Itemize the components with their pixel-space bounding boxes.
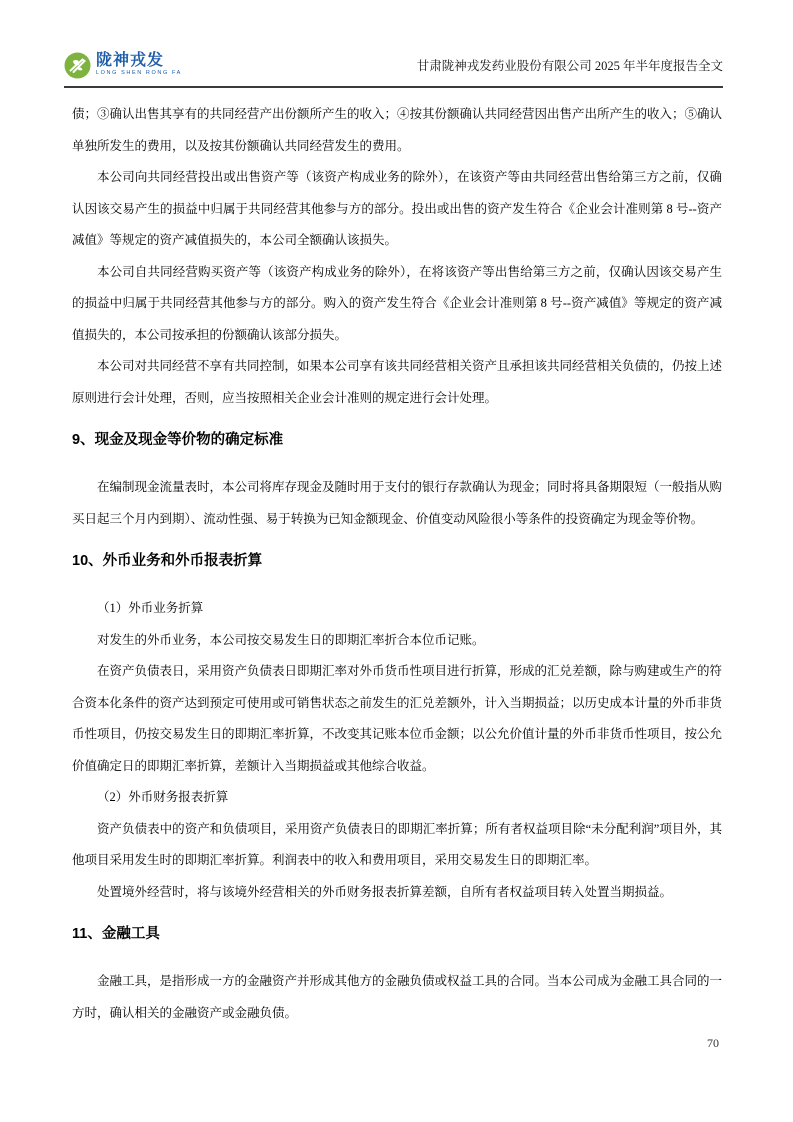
section-heading: 10、外币业务和外币报表折算 [72,553,263,569]
body-paragraph: 在编制现金流量表时，本公司将库存现金及随时用于支付的银行存款确认为现金；同时将具备期限短（一般指从购买日起三个月内到期）、流动性强、易于转换为已知金额现金、价值变动风险很小等条件的投资确定为现金等价物。 [72,480,723,526]
body-paragraph: 债；③确认出售其享有的共同经营产出份额所产生的收入；④按其份额确认共同经营因出售产出所产生的收入；⑤确认单独所发生的费用，以及按其份额确认共同经营发生的费用。 [72,107,723,153]
logo-mark-icon [64,52,91,79]
body-paragraph: 金融工具，是指形成一方的金融资产并形成其他方的金融负债或权益工具的合同。当本公司成为金融工具合同的一方时，确认相关的金融资产或金融负债。 [72,974,723,1020]
body-paragraph: 处置境外经营时，将与该境外经营相关的外币财务报表折算差额，自所有者权益项目转入处置当期损益。 [97,884,673,899]
body-paragraph: 本公司向共同经营投出或出售资产等（该资产构成业务的除外），在该资产等由共同经营出售给第三方之前，仅确认因该交易产生的损益中归属于共同经营其他参与方的部分。投出或出售的资产发生符合《企业会计准则第 8 号--资产减值》等规定的资产减值损失的，本公司全额确认该损失。 [72,170,722,247]
section-heading: 11、金融工具 [72,926,160,942]
body-paragraph: （1）外币业务折算 [97,601,204,615]
body-paragraph: 对发生的外币业务，本公司按交易发生日的即期汇率折合本位币记账。 [97,632,485,647]
body-paragraph: 资产负债表中的资产和负债项目，采用资产负债表日的即期汇率折算；所有者权益项目除“未分配利润”项目外，其他项目采用发生时的即期汇率折算。利润表中的收入和费用项目，采用交易发生日的即期汇率。 [72,821,722,867]
page-number: 70 [707,1036,719,1050]
logo-text-en: LONG SHEN RONG FA [96,70,182,77]
report-title: 甘肃陇神戎发药业股份有限公司 2025 年半年度报告全文 [416,59,723,73]
body-paragraph: （2）外币财务报表折算 [97,790,229,804]
body-paragraph: 在资产负债表日，采用资产负债表日即期汇率对外币货币性项目进行折算，形成的汇兑差额，除与购建或生产的符合资本化条件的资产达到预定可使用或可销售状态之前发生的汇兑差额外，计入当期损益；以历史成本计量的外币非货币性项目，仍按交易发生日的即期汇率折算，不改变其记账本位币金额；以公允价值计量的外币非货币性项目，按公允价值确定日的即期汇率折算，差额计入当期损益或其他综合收益。 [72,664,723,773]
body-paragraph: 本公司对共同经营不享有共同控制，如果本公司享有该共同经营相关资产且承担该共同经营相关负债的，仍按上述原则进行会计处理，否则，应当按照相关企业会计准则的规定进行会计处理。 [72,359,723,405]
company-logo [64,52,182,79]
document-body [72,99,722,1029]
logo-text [96,53,182,77]
logo-text-cn: 陇神戎发 [96,52,165,70]
body-paragraph: 本公司自共同经营购买资产等（该资产构成业务的除外），在将该资产等出售给第三方之前，仅确认因该交易产生的损益中归属于共同经营其他参与方的部分。购入的资产发生符合《企业会计准则第 8 号--资产减值》等规定的资产减值损失的，本公司按承担的份额确认该部分损失。 [72,264,722,342]
page-header [64,46,723,84]
section-heading: 9、现金及现金等价物的确定标准 [72,432,284,448]
header-divider [64,86,723,88]
